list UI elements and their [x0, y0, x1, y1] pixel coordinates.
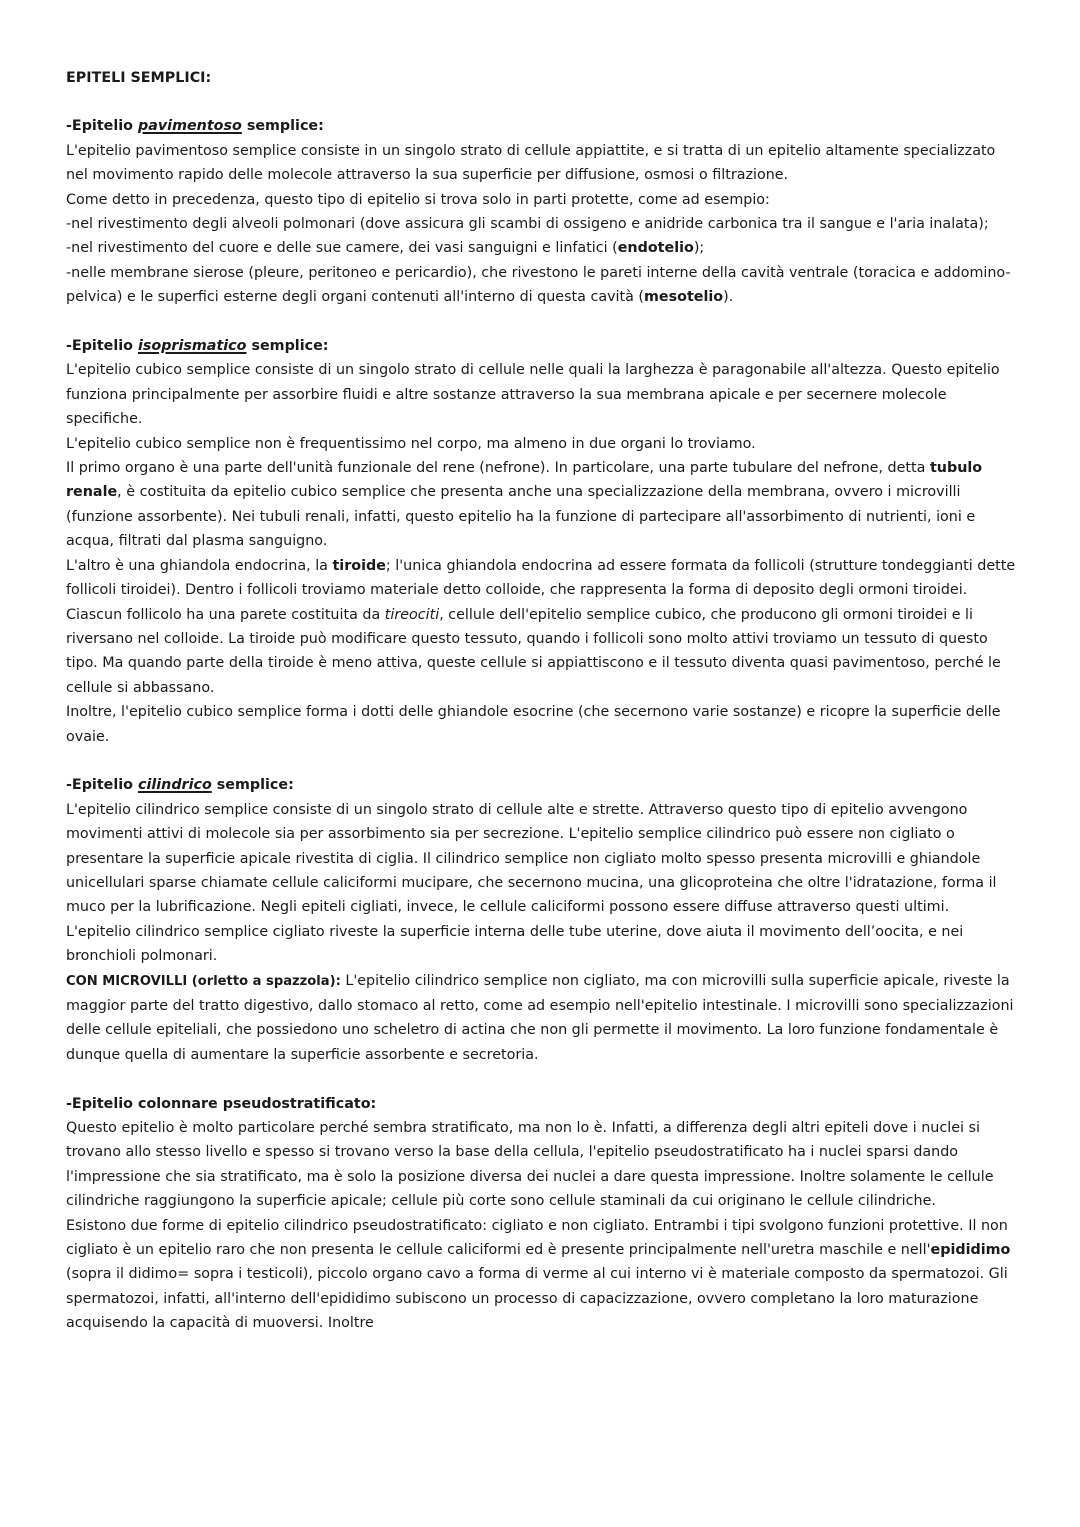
section-pavimentoso [66, 114, 1018, 309]
section-heading: -Epitelio isoprismatico semplice: [66, 338, 329, 355]
paragraph: L'altro è una ghiandola endocrina, la tiroide; l'unica ghiandola endocrina ad essere formata da follicoli (strutture tondeggianti dette follicoli tiroidei). Dentro i follicoli troviamo materiale detto colloide, che rappresenta la forma di deposito degli ormoni tiroidei. Ciascun follicolo ha una parete costituita da tireociti, cellule dell'epitelio semplice cubico, che producono gli ormoni tiroidei e li riversano nel colloide. La tiroide può modificare questo tessuto, quando i follicoli sono molto attivi troviamo un tessuto di questo tipo. Ma quando parte della tiroide è meno attiva, queste cellule si appiattiscono e il tessuto diventa quasi pavimentoso, perché le cellule si abbassano. [66, 557, 1016, 696]
section-heading: -Epitelio cilindrico semplice: [66, 777, 294, 794]
paragraph: L'epitelio cilindrico semplice consiste di un singolo strato di cellule alte e strette. Attraverso questo tipo di epitelio avvengono movimenti attivi di molecole sia per assorbimento sia per secrezione. L'epitelio semplice cilindrico può essere non cigliato o presentare la superficie apicale rivestita di ciglia. Il cilindrico semplice non cigliato molto spesso presenta microvilli e ghiandole unicellulari sparse chiamate cellule caliciformi mucipare, che secernono mucina, una glicoproteina che oltre l'idratazione, forma il muco per la lubrificazione. Negli epiteli cigliati, invece, le cellule caliciformi possono essere diffuse attraverso questi ultimi. [66, 801, 997, 916]
section-heading: -Epitelio pavimentoso semplice: [66, 118, 324, 135]
bold-term: epididimo [930, 1242, 1011, 1259]
paragraph: Esistono due forme di epitelio cilindrico pseudostratificato: cigliato e non cigliato. Entrambi i tipi svolgono funzioni protettive. Il non cigliato è un epitelio raro che non presenta le cellule caliciformi ed è presente principalmente nell'uretra maschile e nell'epididimo (sopra il didimo= sopra i testicoli), piccolo organo cavo a forma di verme al cui interno vi è materiale composto da spermatozoi. Gli spermatozoi, infatti, all'interno dell'epididimo subiscono un processo di capacizzazione, ovvero completano la loro maturazione acquisendo la capacità di muoversi. Inoltre [66, 1217, 1011, 1332]
section-pseudostratificato [66, 1092, 1018, 1336]
bold-term: tubulo renale [66, 460, 983, 501]
section-cilindrico [66, 773, 1018, 1067]
paragraph: Come detto in precedenza, questo tipo di epitelio si trova solo in parti protette, come ad esempio: [66, 191, 770, 208]
list-item: -nel rivestimento del cuore e delle sue camere, dei vasi sanguigni e linfatici (endotelio); [66, 240, 705, 257]
spacer [66, 1067, 1018, 1091]
paragraph: Inoltre, l'epitelio cubico semplice forma i dotti delle ghiandole esocrine (che secernono varie sostanze) e ricopre la superficie delle ovaie. [66, 704, 1001, 745]
paragraph: Questo epitelio è molto particolare perché sembra stratificato, ma non lo è. Infatti, a differenza degli altri epiteli dove i nuclei si trovano allo stesso livello e spesso si trovano verso la base della cellula, l'epitelio pseudostratificato ha i nuclei sparsi dando l'impressione che sia stratificato, ma è solo la posizione diversa dei nuclei a dare questa impressione. Inoltre solamente le cellule cilindriche raggiungono la superficie apicale; cellule più corte sono cellule staminali da cui originano le cellule cilindriche. [66, 1120, 994, 1210]
paragraph: L'epitelio cubico semplice non è frequentissimo nel corpo, ma almeno in due organi lo troviamo. [66, 435, 756, 452]
spacer [66, 749, 1018, 773]
bold-term: mesotelio [644, 289, 724, 306]
paragraph: L'epitelio cilindrico semplice cigliato riveste la superficie interna delle tube uterine, dove aiuta il movimento dell’oocita, e nei bronchioli polmonari. [66, 923, 964, 965]
inline-label: CON MICROVILLI (orletto a spazzola): [66, 973, 341, 989]
spacer [66, 90, 1018, 114]
section-heading: -Epitelio colonnare pseudostratificato: [66, 1095, 377, 1112]
paragraph: L'epitelio pavimentoso semplice consiste in un singolo strato di cellule appiattite, e si tratta di un epitelio altamente specializzato nel movimento rapido delle molecole attraverso la sua superficie per diffusione, osmosi o filtrazione. [66, 142, 996, 184]
section-keyword: cilindrico [137, 777, 212, 794]
paragraph: Il primo organo è una parte dell'unità funzionale del rene (nefrone). In particolare, una parte tubulare del nefrone, detta tubulo renale, è costituita da epitelio cubico semplice che presenta anche una specializzazione della membrana, ovvero i microvilli (funzione assorbente). Nei tubuli renali, infatti, questo epitelio ha la funzione di partecipare all'assorbimento di nutrienti, ioni e acqua, filtrati dal plasma sanguigno. [66, 460, 983, 550]
section-keyword: pavimentoso [137, 118, 242, 135]
list-item: -nelle membrane sierose (pleure, peritoneo e pericardio), che rivestono le pareti interne della cavità ventrale (toracica e addomino-pelvica) e le superfici esterne degli organi contenuti all'interno di questa cavità (mesotelio). [66, 264, 1011, 306]
section-isoprismatico [66, 334, 1018, 749]
bold-term: endotelio [617, 240, 694, 257]
document-title: EPITELI SEMPLICI: [66, 70, 212, 86]
italic-term: tireociti [384, 606, 440, 623]
list-item: -nel rivestimento degli alveoli polmonari (dove assicura gli scambi di ossigeno e anidride carbonica tra il sangue e l'aria inalata); [66, 216, 989, 233]
section-keyword: isoprismatico [137, 338, 247, 355]
bold-term: tiroide [332, 557, 386, 574]
paragraph: L'epitelio cubico semplice consiste di un singolo strato di cellule nelle quali la larghezza è paragonabile all'altezza. Questo epitelio funziona principalmente per assorbire fluidi e altre sostanze attraverso la sua membrana apicale e per secernere molecole specifiche. [66, 362, 1000, 428]
paragraph: CON MICROVILLI (orletto a spazzola): L'epitelio cilindrico semplice non cigliato, ma con microvilli sulla superficie apicale, riveste la maggior parte del tratto digestivo, dallo stomaco al retto, come ad esempio nell'epitelio intestinale. I microvilli sono specializzazioni delle cellule epiteliali, che possiedono uno scheletro di actina che non gli permette il movimento. La loro funzione fondamentale è dunque quella di aumentare la superficie assorbente e secretoria. [66, 972, 1014, 1063]
spacer [66, 310, 1018, 334]
